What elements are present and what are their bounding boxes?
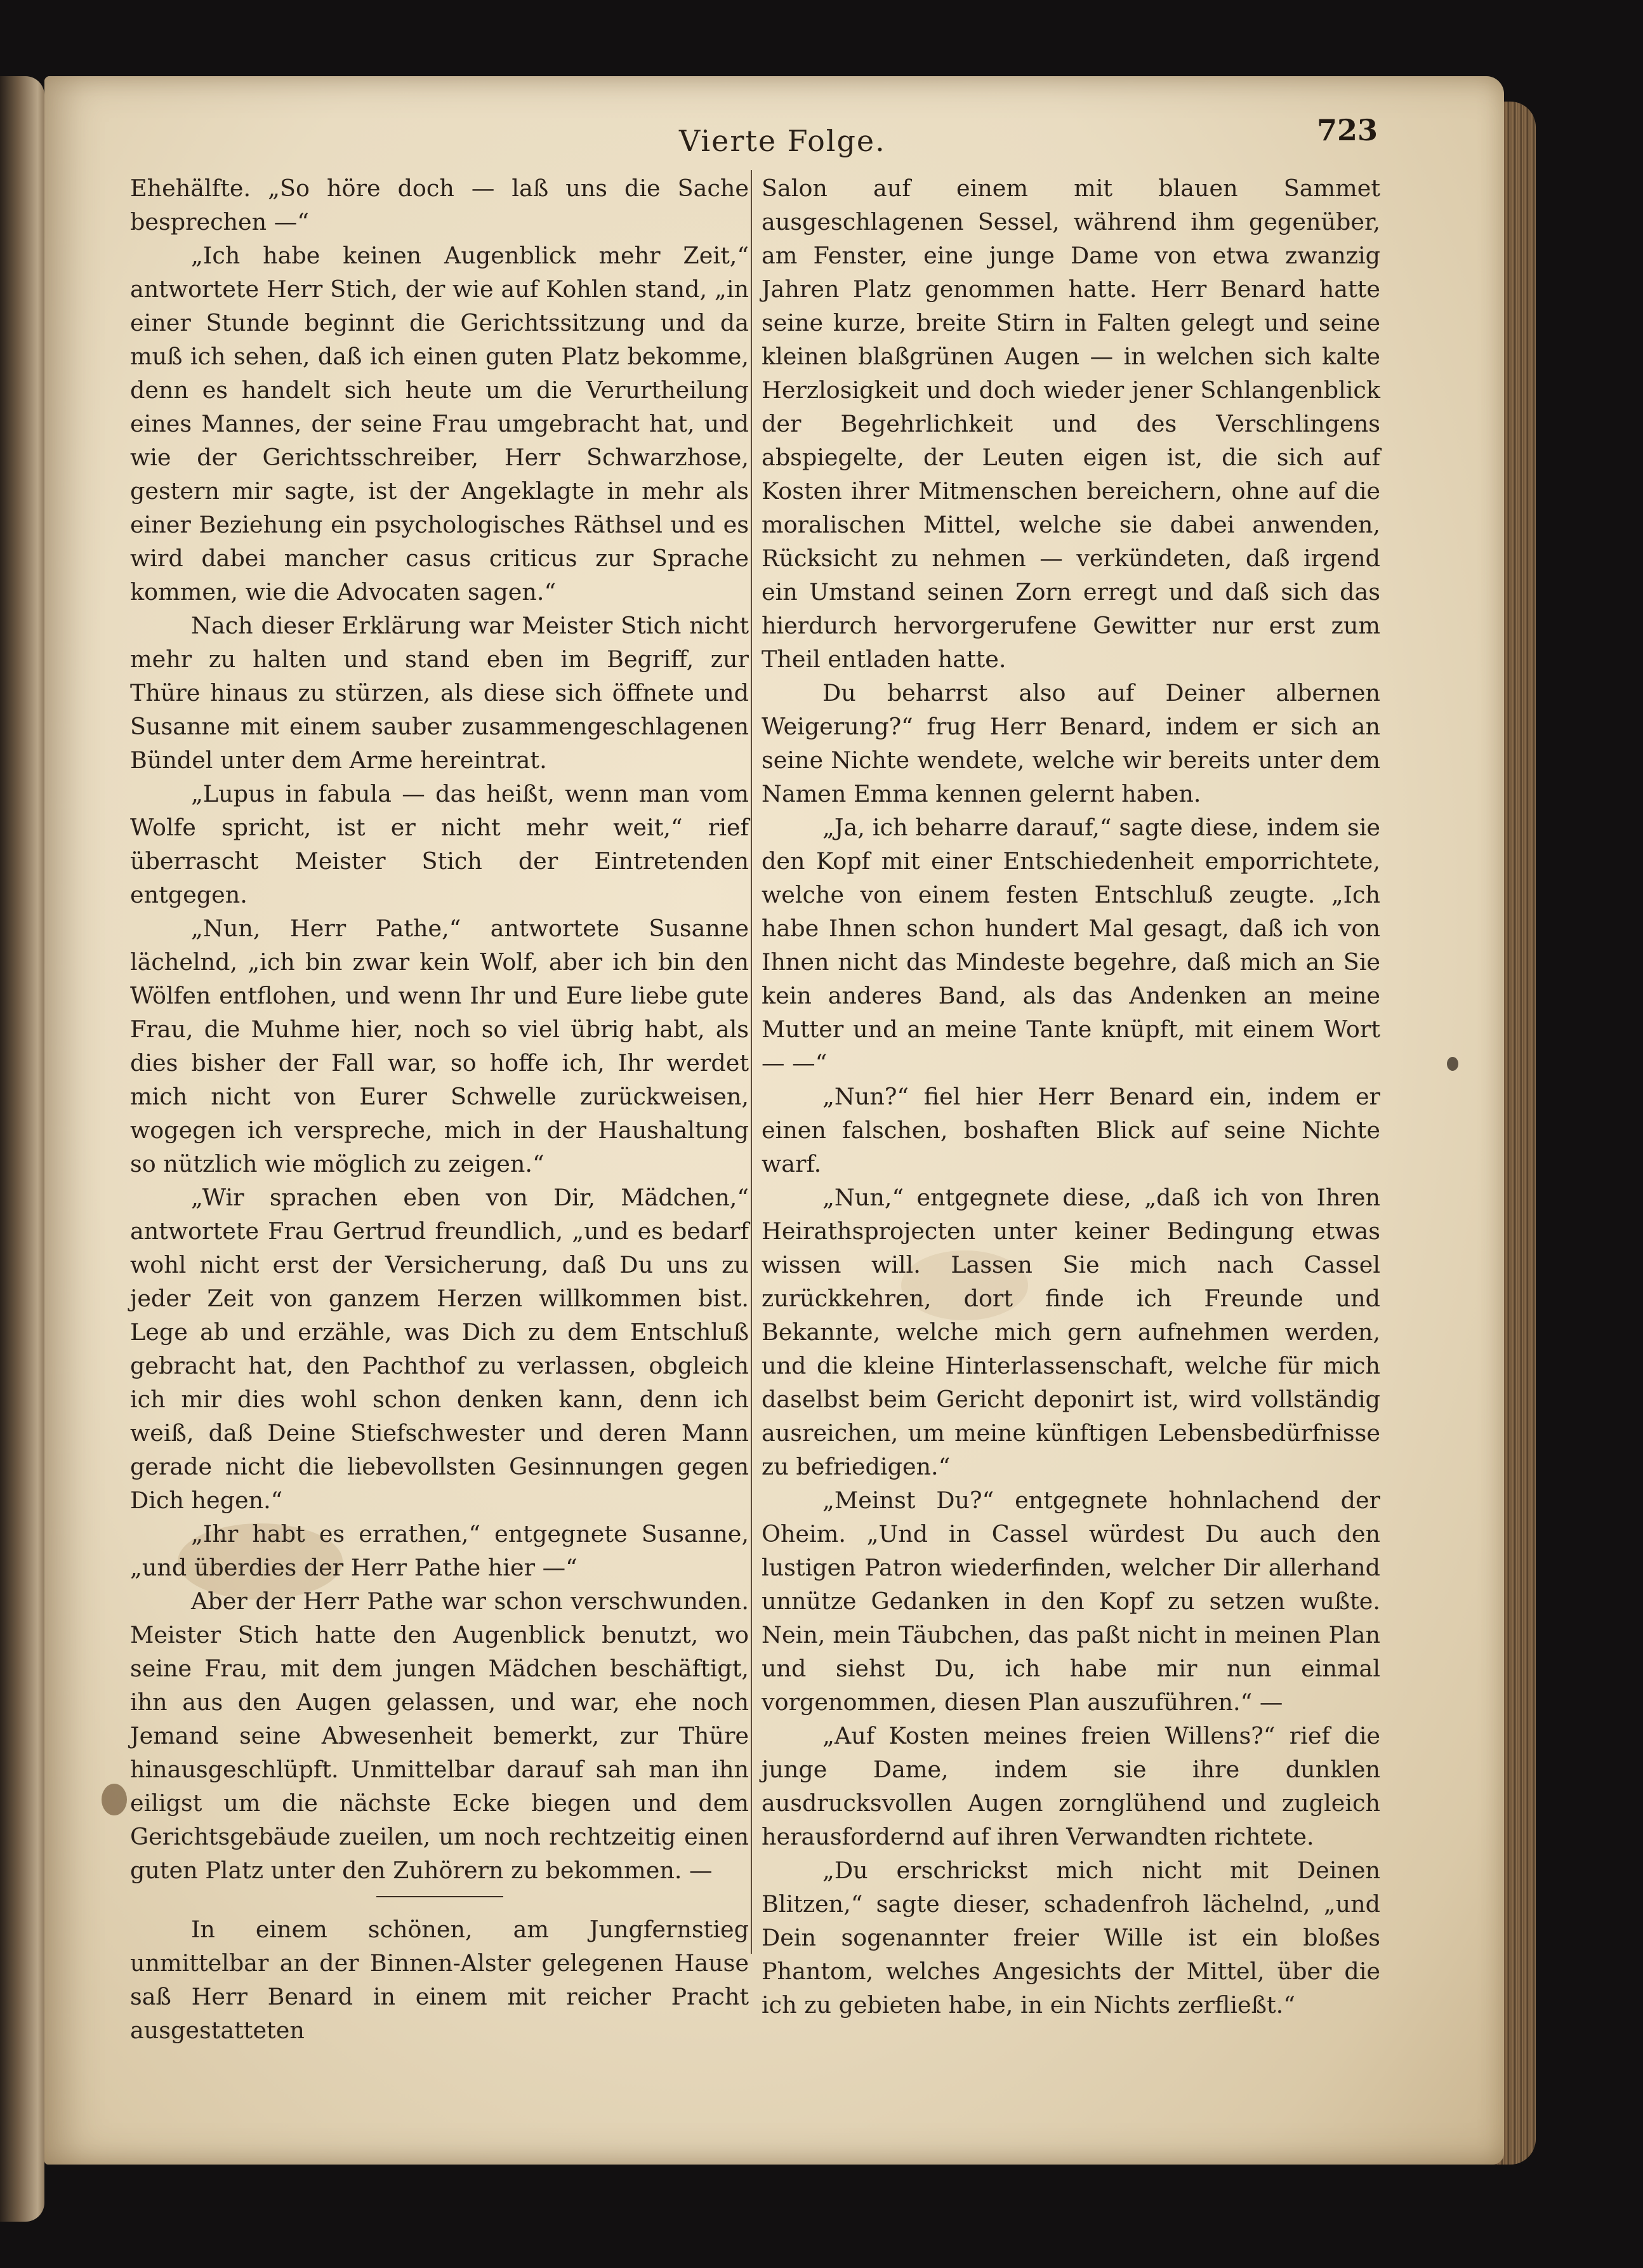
paragraph: „Du erschrickst mich nicht mit Deinen Blitzen,“ sagte dieser, schadenfroh lächelnd, „und Dein sogenannter freier Wille ist ein bloßes Phantom, welches Angesichts der Mittel, über die ich zu gebieten habe, in ein Nichts zerfließt.“ [762,1857,1380,2019]
paragraph: Aber der Herr Pathe war schon verschwunden. Meister Stich hatte den Augenblick benutzt, wo seine Frau, mit dem jungen Mädchen beschäftigt, ihn aus den Augen gelassen, und war, ehe noch Jemand seine Abwesenheit bemerkt, zur Thüre hinausgeschlüpft. Unmittelbar darauf sah man ihn eiligst um die nächste Ecke biegen und dem Gerichtsgebäude zueilen, um noch rechtzeitig einen guten Platz unter den Zuhörern zu bekommen. — [130,1588,749,1884]
section-divider [376,1896,503,1897]
paragraph: „Ich habe keinen Augenblick mehr Zeit,“ antwortete Herr Stich, der wie auf Kohlen stand, „in einer Stunde beginnt die Gerichtssitzung und da muß ich sehen, daß ich einen guten Platz bekomme, denn es handelt sich heute um die Verurtheilung eines Mannes, der seine Frau umgebracht hat, und wie der Gerichtsschreiber, Herr Schwarzhose, gestern mir sagte, ist der Angeklagte in mehr als einer Beziehung ein psychologisches Räthsel und es wird dabei mancher casus criticus zur Sprache kommen, wie die Advocaten sagen.“ [130,242,749,606]
page-number: 723 [1317,113,1378,147]
paragraph: „Ja, ich beharre darauf,“ sagte diese, indem sie den Kopf mit einer Entschiedenheit emporrichtete, welche von einem festen Entschluß zeugte. „Ich habe Ihnen schon hundert Mal gesagt, daß ich von Ihnen nicht das Mindeste begehre, daß mich an Sie kein anderes Band, als das Andenken an meine Mutter und an meine Tante knüpft, mit einem Wort — —“ [762,814,1380,1077]
paragraph: „Nun, Herr Pathe,“ antwortete Susanne lächelnd, „ich bin zwar kein Wolf, aber ich bin den Wölfen entflohen, und wenn Ihr und Eure liebe gute Frau, die Muhme hier, noch so viel übrig habt, als dies bisher der Fall war, so hoffe ich, Ihr werdet mich nicht von Eurer Schwelle zurückweisen, wogegen ich verspreche, mich in der Haushaltung so nützlich wie möglich zu zeigen.“ [130,915,749,1177]
paragraph: In einem schönen, am Jungfernstieg unmittelbar an der Binnen-Alster gelegenen Hause saß Herr Benard in einem mit reicher Pracht ausgestatteten [130,1916,749,2044]
paragraph: „Ihr habt es errathen,“ entgegnete Susanne, „und überdies der Herr Pathe hier —“ [130,1520,749,1581]
paper-stain [1447,1057,1458,1071]
paragraph: Nach dieser Erklärung war Meister Stich nicht mehr zu halten und stand eben im Begriff, zur Thüre hinaus zu stürzen, als diese sich öffnete und Susanne mit einem sauber zusammengeschlagenen Bündel unter dem Arme hereintrat. [130,612,749,774]
paragraph: Salon auf einem mit blauen Sammet ausgeschlagenen Sessel, während ihm gegenüber, am Fenster, eine junge Dame von etwa zwanzig Jahren Platz genommen hatte. Herr Benard hatte seine kurze, breite Stirn in Falten gelegt und seine kleinen blaßgrünen Augen — in welchen sich kalte Herzlosigkeit und doch wieder jener Schlangenblick der Begehrlichkeit und des Verschlingens abspiegelte, der Leuten eigen ist, die sich auf Kosten ihrer Mitmenschen bereichern, ohne auf die moralischen Mittel, welche sie dabei anwenden, Rücksicht zu nehmen — verkündeten, daß irgend ein Umstand seinen Zorn erregt und daß sich das hierdurch hervorgerufene Gewitter nur erst zum Theil entladen hatte. [762,175,1380,673]
paragraph: Ehehälfte. „So höre doch — laß uns die Sache besprechen —“ [130,175,749,235]
paragraph: „Wir sprachen eben von Dir, Mädchen,“ antwortete Frau Gertrud freundlich, „und es bedarf wohl nicht erst der Versicherung, daß Du uns zu jeder Zeit von ganzem Herzen willkommen bist. Lege ab und erzähle, was Dich zu dem Entschluß gebracht hat, den Pachthof zu verlassen, obgleich ich mir dies wohl schon denken kann, denn ich weiß, daß Deine Stiefschwester und deren Mann gerade nicht die liebevollsten Gesinnungen gegen Dich hegen.“ [130,1184,749,1514]
book-left-page-edge [0,76,44,2222]
running-head: Vierte Folge. [679,124,886,158]
text-column-right [762,171,1380,2022]
paper-stain [102,1784,127,1815]
paragraph: „Nun?“ fiel hier Herr Benard ein, indem er einen falschen, boshaften Blick auf seine Nichte warf. [762,1083,1380,1177]
column-divider [751,170,752,1954]
paragraph: „Auf Kosten meines freien Willens?“ rief die junge Dame, indem sie ihre dunklen ausdrucksvollen Augen zornglühend und zugleich herausfordernd auf ihren Verwandten richtete. [762,1722,1380,1850]
paragraph: „Lupus in fabula — das heißt, wenn man vom Wolfe spricht, ist er nicht mehr weit,“ rief überrascht Meister Stich der Eintretenden entgegen. [130,780,749,908]
text-column-left [130,171,749,2047]
paragraph: Du beharrst also auf Deiner albernen Weigerung?“ frug Herr Benard, indem er sich an seine Nichte wendete, welche wir bereits unter dem Namen Emma kennen gelernt haben. [762,679,1380,807]
paragraph: „Meinst Du?“ entgegnete hohnlachend der Oheim. „Und in Cassel würdest Du auch den lustigen Patron wiederfinden, welcher Dir allerhand unnütze Gedanken in den Kopf zu setzen wußte. Nein, mein Täubchen, das paßt nicht in meinen Plan und siehst Du, ich habe mir nun einmal vorgenommen, diesen Plan auszuführen.“ — [762,1487,1380,1716]
paragraph: „Nun,“ entgegnete diese, „daß ich von Ihren Heirathsprojecten unter keiner Bedingung etwas wissen will. Lassen Sie mich nach Cassel zurückkehren, dort finde ich Freunde und Bekannte, welche mich gern aufnehmen werden, und die kleine Hinterlassenschaft, welche für mich daselbst beim Gericht deponirt ist, wird vollständig ausreichen, um meine künftigen Lebensbedürfnisse zu befriedigen.“ [762,1184,1380,1480]
